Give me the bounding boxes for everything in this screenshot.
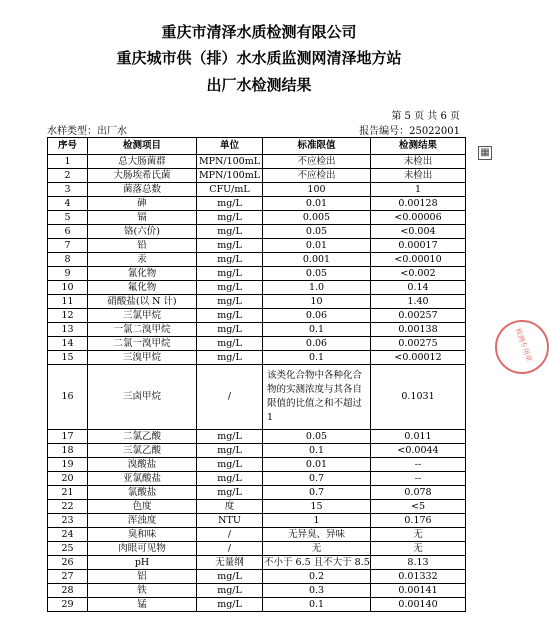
cell-limit: 0.1 [263,323,371,337]
cell-result: 8.13 [371,556,466,570]
cell-item: 亚氯酸盐 [88,472,197,486]
cell-index: 2 [48,169,88,183]
qr-scan-icon[interactable]: ▦ [478,146,492,160]
cell-item: 三氯乙酸 [88,444,197,458]
table-row [48,323,466,337]
cell-result: <0.0044 [371,444,466,458]
cell-limit: 1 [263,514,371,528]
cell-index: 14 [48,337,88,351]
table-row [48,472,466,486]
table-row [48,430,466,444]
cell-item: 氟化物 [88,281,197,295]
cell-result: <0.00010 [371,253,466,267]
cell-result: -- [371,458,466,472]
cell-result: <0.00006 [371,211,466,225]
cell-item: 浑浊度 [88,514,197,528]
table-row [48,598,466,612]
cell-result: 1.40 [371,295,466,309]
table-row [48,514,466,528]
cell-result: 无 [371,528,466,542]
cell-unit: 度 [197,500,263,514]
cell-limit: 0.06 [263,309,371,323]
cell-unit: mg/L [197,584,263,598]
cell-limit: 不应检出 [263,155,371,169]
cell-limit: 1.0 [263,281,371,295]
cell-result: 未检出 [371,155,466,169]
cell-item: 氰化物 [88,267,197,281]
cell-unit: mg/L [197,323,263,337]
cell-limit: 0.01 [263,197,371,211]
cell-limit: 0.05 [263,267,371,281]
cell-limit: 不应检出 [263,169,371,183]
cell-index: 19 [48,458,88,472]
cell-result: 0.00138 [371,323,466,337]
cell-unit: mg/L [197,430,263,444]
cell-result: 0.1031 [371,365,466,430]
table-body [48,155,466,612]
cell-index: 11 [48,295,88,309]
cell-unit: mg/L [197,444,263,458]
cell-index: 5 [48,211,88,225]
cell-item: 臭和味 [88,528,197,542]
cell-item: 二氯乙酸 [88,430,197,444]
cell-limit: 0.7 [263,486,371,500]
table-row [48,584,466,598]
cell-limit: 0.1 [263,351,371,365]
cell-index: 4 [48,197,88,211]
cell-index: 24 [48,528,88,542]
cell-result: 0.00017 [371,239,466,253]
cell-result: 0.00128 [371,197,466,211]
cell-index: 13 [48,323,88,337]
cell-result: 0.011 [371,430,466,444]
cell-result: 未检出 [371,169,466,183]
cell-limit: 0.05 [263,430,371,444]
cell-index: 27 [48,570,88,584]
cell-index: 20 [48,472,88,486]
cell-unit: mg/L [197,570,263,584]
cell-limit: 15 [263,500,371,514]
cell-unit: mg/L [197,351,263,365]
cell-item: 铅 [88,239,197,253]
cell-item: 色度 [88,500,197,514]
cell-unit: mg/L [197,225,263,239]
cell-unit: / [197,365,263,430]
cell-unit: mg/L [197,295,263,309]
table-row [48,337,466,351]
table-row [48,486,466,500]
sample-type: 水样类型：出厂水 [47,126,127,137]
cell-unit: mg/L [197,337,263,351]
cell-index: 16 [48,365,88,430]
cell-unit: CFU/mL [197,183,263,197]
table-row [48,239,466,253]
table-row [48,556,466,570]
table-row [48,155,466,169]
table-row [48,458,466,472]
cell-index: 8 [48,253,88,267]
cell-item: 铬(六价) [88,225,197,239]
cell-item: 二氯一溴甲烷 [88,337,197,351]
cell-result: 0.00275 [371,337,466,351]
cell-index: 26 [48,556,88,570]
cell-result: 0.176 [371,514,466,528]
cell-limit: 0.01 [263,458,371,472]
cell-unit: mg/L [197,197,263,211]
cell-index: 25 [48,542,88,556]
table-row [48,267,466,281]
report-header [0,20,518,97]
header-result: 检测结果 [371,138,466,155]
company-title: 重庆市清泽水质检测有限公司 [161,23,357,41]
cell-limit: 0.06 [263,337,371,351]
cell-item: 三氯甲烷 [88,309,197,323]
cell-result: 1 [371,183,466,197]
cell-result: -- [371,472,466,486]
cell-limit: 0.3 [263,584,371,598]
cell-index: 15 [48,351,88,365]
table-row [48,253,466,267]
table-row [48,211,466,225]
station-title: 重庆城市供（排）水水质监测网清泽地方站 [116,49,402,67]
cell-item: 铝 [88,570,197,584]
cell-item: 三卤甲烷 [88,365,197,430]
cell-index: 10 [48,281,88,295]
cell-item: 硝酸盐(以 N 计) [88,295,197,309]
table-row [48,197,466,211]
cell-index: 22 [48,500,88,514]
cell-limit: 无 [263,542,371,556]
cell-item: 砷 [88,197,197,211]
cell-result: 0.14 [371,281,466,295]
cell-unit: mg/L [197,267,263,281]
table-row [48,351,466,365]
cell-limit: 0.005 [263,211,371,225]
table-row [48,365,466,430]
cell-result: <0.00012 [371,351,466,365]
cell-unit: mg/L [197,239,263,253]
cell-unit: MPN/100mL [197,155,263,169]
cell-limit: 0.001 [263,253,371,267]
cell-index: 1 [48,155,88,169]
cell-result: 0.078 [371,486,466,500]
cell-item: 镉 [88,211,197,225]
cell-limit: 0.1 [263,598,371,612]
cell-result: <0.004 [371,225,466,239]
cell-item: 氯酸盐 [88,486,197,500]
cell-limit: 该类化合物中各种化合物的实测浓度与其各自限值的比值之和不超过1 [263,365,371,430]
cell-item: 汞 [88,253,197,267]
header-unit: 单位 [197,138,263,155]
cell-item: 一氯二溴甲烷 [88,323,197,337]
cell-item: 总大肠菌群 [88,155,197,169]
cell-result: 0.00257 [371,309,466,323]
cell-unit: mg/L [197,253,263,267]
cell-limit: 0.2 [263,570,371,584]
table-row [48,295,466,309]
cell-index: 17 [48,430,88,444]
cell-item: pH [88,556,197,570]
header-item: 检测项目 [88,138,197,155]
cell-unit: mg/L [197,458,263,472]
cell-item: 铁 [88,584,197,598]
cell-unit: 无量纲 [197,556,263,570]
cell-index: 23 [48,514,88,528]
header-index: 序号 [48,138,88,155]
cell-index: 9 [48,267,88,281]
cell-index: 7 [48,239,88,253]
table-row [48,183,466,197]
cell-unit: mg/L [197,211,263,225]
table-header-row [48,138,466,155]
cell-item: 溴酸盐 [88,458,197,472]
cell-item: 菌落总数 [88,183,197,197]
cell-index: 18 [48,444,88,458]
cell-unit: mg/L [197,281,263,295]
cell-limit: 0.1 [263,444,371,458]
cell-unit: / [197,528,263,542]
cell-limit: 0.05 [263,225,371,239]
cell-unit: mg/L [197,486,263,500]
table-row [48,528,466,542]
cell-limit: 无异臭、异味 [263,528,371,542]
cell-unit: / [197,542,263,556]
cell-item: 三溴甲烷 [88,351,197,365]
cell-limit: 不小于 6.5 且不大于 8.5 [264,556,370,568]
cell-index: 28 [48,584,88,598]
cell-unit: mg/L [197,472,263,486]
seal-text: 检测专用章 [513,327,534,363]
table-row [48,281,466,295]
section-title: 出厂水检测结果 [206,76,312,94]
cell-result: 0.00140 [371,598,466,612]
cell-result: 0.00141 [371,584,466,598]
page-number: 第 5 页 共 6 页 [391,111,460,122]
cell-index: 21 [48,486,88,500]
cell-unit: MPN/100mL [197,169,263,183]
table-row [48,500,466,514]
cell-index: 12 [48,309,88,323]
cell-limit: 10 [263,295,371,309]
report-number: 报告编号：25022001 [359,126,460,137]
cell-result: 0.01332 [371,570,466,584]
table-row [48,542,466,556]
cell-index: 6 [48,225,88,239]
cell-limit: 100 [263,183,371,197]
cell-index: 3 [48,183,88,197]
table-row [48,169,466,183]
cell-item: 大肠埃希氏菌 [88,169,197,183]
table-row [48,225,466,239]
cell-result: <5 [371,500,466,514]
cell-unit: mg/L [197,598,263,612]
cell-limit: 0.7 [263,472,371,486]
header-limit: 标准限值 [263,138,371,155]
table-row [48,570,466,584]
cell-result: <0.002 [371,267,466,281]
cell-limit: 0.01 [263,239,371,253]
cell-index: 29 [48,598,88,612]
cell-item: 肉眼可见物 [88,542,197,556]
cell-unit: NTU [197,514,263,528]
cell-result: 无 [371,542,466,556]
table-row [48,309,466,323]
cell-unit: mg/L [197,309,263,323]
table-row [48,444,466,458]
results-table [47,137,466,612]
cell-item: 锰 [88,598,197,612]
